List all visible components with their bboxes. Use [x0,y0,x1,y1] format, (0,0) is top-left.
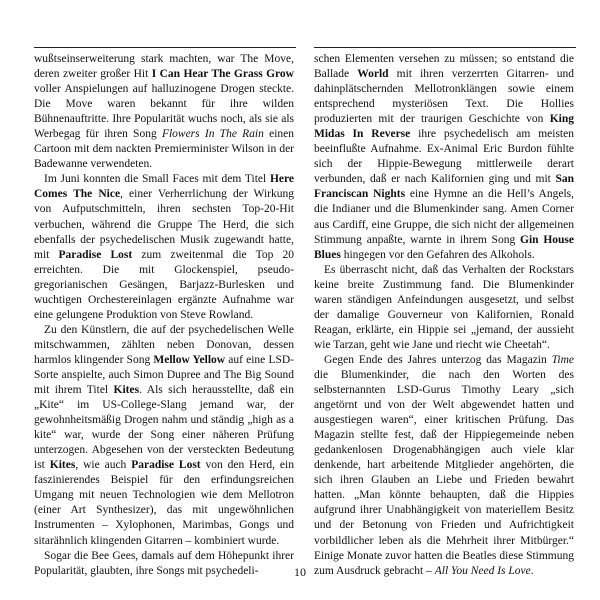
text-run: . [530,564,534,577]
text-run: zum zweitenmal die Top 20 erreichten. Die mit Glockenspiel, pseudo-gregorianischen Gesängen, Barjazz-Burlesken und wuchtigen Orchestereinlagen ergänzte Aufnahme war eine gelungene Produktion von Steve Rowland. [34,248,294,321]
left-column [34,52,294,579]
text-run: Zu den Künstlern, die auf der psychedelischen Welle mitschwammen, zählten neben Donovan, dessen harmlos klingender Song [34,323,294,366]
song-title: Paradise Lost [131,459,201,472]
text-run: , wie auch [75,459,132,472]
text-run: , einer Verherrlichung der Wirkung von Aufputschmitteln, ihren sechsten Top-20-Hit verbuchen, während die Gruppe The Herd, die sich ebenfalls der psychedelischen Musik zugewandt hatte, mit [34,188,294,261]
text-run: wußtseinserweiterung stark machten, war The Move, deren zweiter großer Hit [34,53,294,81]
text-run: Sogar die Bee Gees, damals auf dem Höhepunkt ihrer Popularität, glaubten, ihre Songs mit psychedeli- [34,549,294,577]
song-title: Gin House Blues [314,233,574,261]
text-run: . Als sich herausstellte, daß ein „Kite“ im US-College-Slang jemand war, der gewohnheitsmäßig Drogen nahm und ständig „high as a kite“ war, wurde der Song einer näheren Prüfung unterzogen. Abgesehen von der versteckten Bedeutung ist [34,384,294,472]
right-column [314,52,574,579]
text-run: ihre psychedelisch am meisten beeinflußte Aufnahme. Ex-Animal Eric Burdon fühlte sich der Hippie-Bewegung mittlerweile derart verbunden, daß er nach Kalifornien ging und mit [314,128,574,186]
text-run: schen Elementen versehen zu müssen; so entstand die Ballade [314,53,574,81]
top-rule-left [34,47,296,48]
paragraph [314,353,574,579]
text-run: mit ihren verzerrten Gitarren- und dahinplätschernden Mellotronklängen sowie einem entsprechend mysteriösen Text. Die Hollies produzierten mit der traurigen Geschichte von [314,68,574,126]
text-run: die Blumenkinder, die nach den Worten des selbsternannten LSD-Gurus Timothy Leary „sich angetörnt und von der Welt abgewendet hatten und ausgestiegen waren“, einer kritischen Prüfung. Das Magazin stellte fest, daß der Hippiegemeinde neben gedankenlosen Drogenabhängigen auch viele klar denkende, hart arbeitende Mitglieder angehörten, die sich ihren Glauben an Liebe und Frieden bewahrt hatten. „Man könnte behaupten, daß die Hippies aufgrund ihrer Unabhängigkeit von materiellem Besitz und der Betonung von Frieden und Aufrichtigkeit vorbildlicher leben als die Mehrheit ihrer Mitbürger.“ Einige Monate zuvor hatten die Beatles diese Stimmung zum Ausdruck gebracht – [314,368,574,577]
song-title: I Can Hear The Grass Grow [151,68,294,81]
song-title: Mellow Yellow [153,353,226,366]
paragraph [314,52,574,263]
song-title: Here Comes The Nice [34,173,294,201]
paragraph [34,323,294,549]
text-run: hingegen vor den Gefahren des Alkohols. [340,248,535,261]
song-title: King Midas In Reverse [314,113,574,141]
paragraph [34,172,294,322]
song-title: Kites [49,459,76,472]
text-run: Gegen Ende des Jahres unterzog das Magazin [324,353,552,366]
paragraph [314,263,574,353]
italic-title: Time [551,353,574,366]
italic-title: Flowers In The Rain [161,128,264,141]
text-run: auf eine LSD-Sorte anspielte, auch Simon Dupree and The Big Sound mit ihrem Titel [34,353,294,397]
text-run: Im Juni konnten die Small Faces mit dem Titel [44,173,270,186]
song-title: World [357,68,389,81]
text-run: von den Herd, ein faszinierendes Beispiel für den erfindungsreichen Umgang mit neuen Technologien wie dem Mellotron (einer Art Synthesizer), das mit ungewöhnlichen Instrumenten – Xylophonen, Marimbas, Gongs und sitarähnlich klingenden Gitarren – kombiniert wurde. [34,459,294,547]
italic-title: All You Need Is Love [434,564,531,577]
page-number: 10 [294,565,306,579]
song-title: Paradise Lost [58,248,133,261]
song-title: Kites [113,384,140,397]
top-rule-right [314,47,576,48]
text-run: einen Cartoon mit dem nackten Premierminister Wilson in der Badewanne verwendeten. [34,128,295,171]
text-run: voller Anspielungen auf halluzinogene Drogen steckte. Die Move waren bekannt für ihre wilden Bühnenauftritte. Ihre Popularität wuchs noch, als sie als Werbegag für ihren Song [34,83,294,141]
text-run: Es überrascht nicht, daß das Verhalten der Rockstars keine breite Zustimmung fand. Die Blumenkinder waren ständigen Anfeindungen ausgesetzt, und selbst der damalige Gouverneur von Kalifornien, Ronald Reagan, erklärte, ein Hippie sei „jemand, der aussieht wie Tarzan, geht wie Jane und riecht wie Cheetah“. [314,263,574,351]
song-title: San Franciscan Nights [314,173,574,201]
text-run: eine Hymne an die Hell’s Angels, die Indianer und die Blumenkinder sang. Amen Corner aus Cardiff, eine Gruppe, die sich nicht der allgemeinen Stimmung anpaßte, warnte in ihrem Song [314,188,575,246]
paragraph [34,52,294,172]
